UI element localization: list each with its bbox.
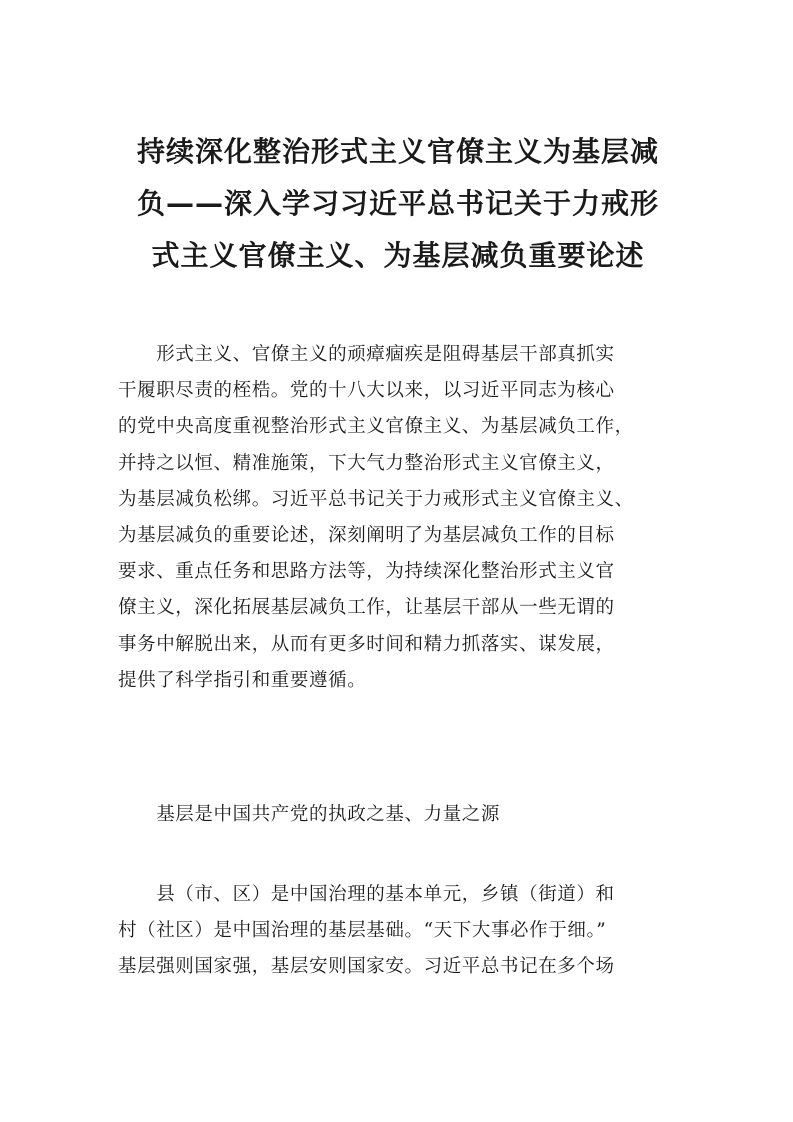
text-line: 为基层减负松绑。习近平总书记关于力戒形式主义官僚主义、 (118, 488, 634, 510)
text-line: 的党中央高度重视整治形式主义官僚主义、为基层减负工作， (118, 416, 634, 438)
text-line: 僚主义，深化拓展基层减负工作，让基层干部从一些无谓的 (118, 597, 615, 619)
section-heading (118, 797, 688, 833)
text-line: 事务中解脱出来，从而有更多时间和精力抓落实、谋发展， (118, 633, 615, 655)
document-title (118, 126, 678, 282)
text-line: 形式主义、官僚主义的顽瘴痼疾是阻碍基层干部真抓实 (118, 344, 615, 365)
text-line: 基层是中国共产党的执政之基、力量之源 (118, 804, 501, 825)
title-line: 负——深入学习习近平总书记关于力戒形 (136, 187, 659, 220)
intro-paragraph (118, 337, 688, 699)
text-line: 并持之以恒、精准施策，下大气力整治形式主义官僚主义， (118, 452, 615, 474)
text-line: 村（社区）是中国治理的基层基础。“天下大事必作于细。” (118, 920, 607, 942)
text-line: 县（市、区）是中国治理的基本单元，乡镇（街道）和 (118, 884, 615, 905)
text-line: 要求、重点任务和思路方法等，为持续深化整治形式主义官 (118, 561, 615, 583)
text-line: 干履职尽责的桎梏。党的十八大以来，以习近平同志为核心 (118, 380, 615, 402)
text-line: 基层强则国家强，基层安则国家安。习近平总书记在多个场 (118, 956, 615, 978)
text-line: 提供了科学指引和重要遵循。 (118, 669, 367, 691)
text-line: 为基层减负的重要论述，深刻阐明了为基层减负工作的目标 (118, 525, 615, 547)
body-paragraph (118, 877, 688, 986)
title-line: 持续深化整治形式主义官僚主义为基层减 (136, 135, 659, 168)
title-line: 式主义官僚主义、为基层减负重要论述 (151, 239, 645, 272)
